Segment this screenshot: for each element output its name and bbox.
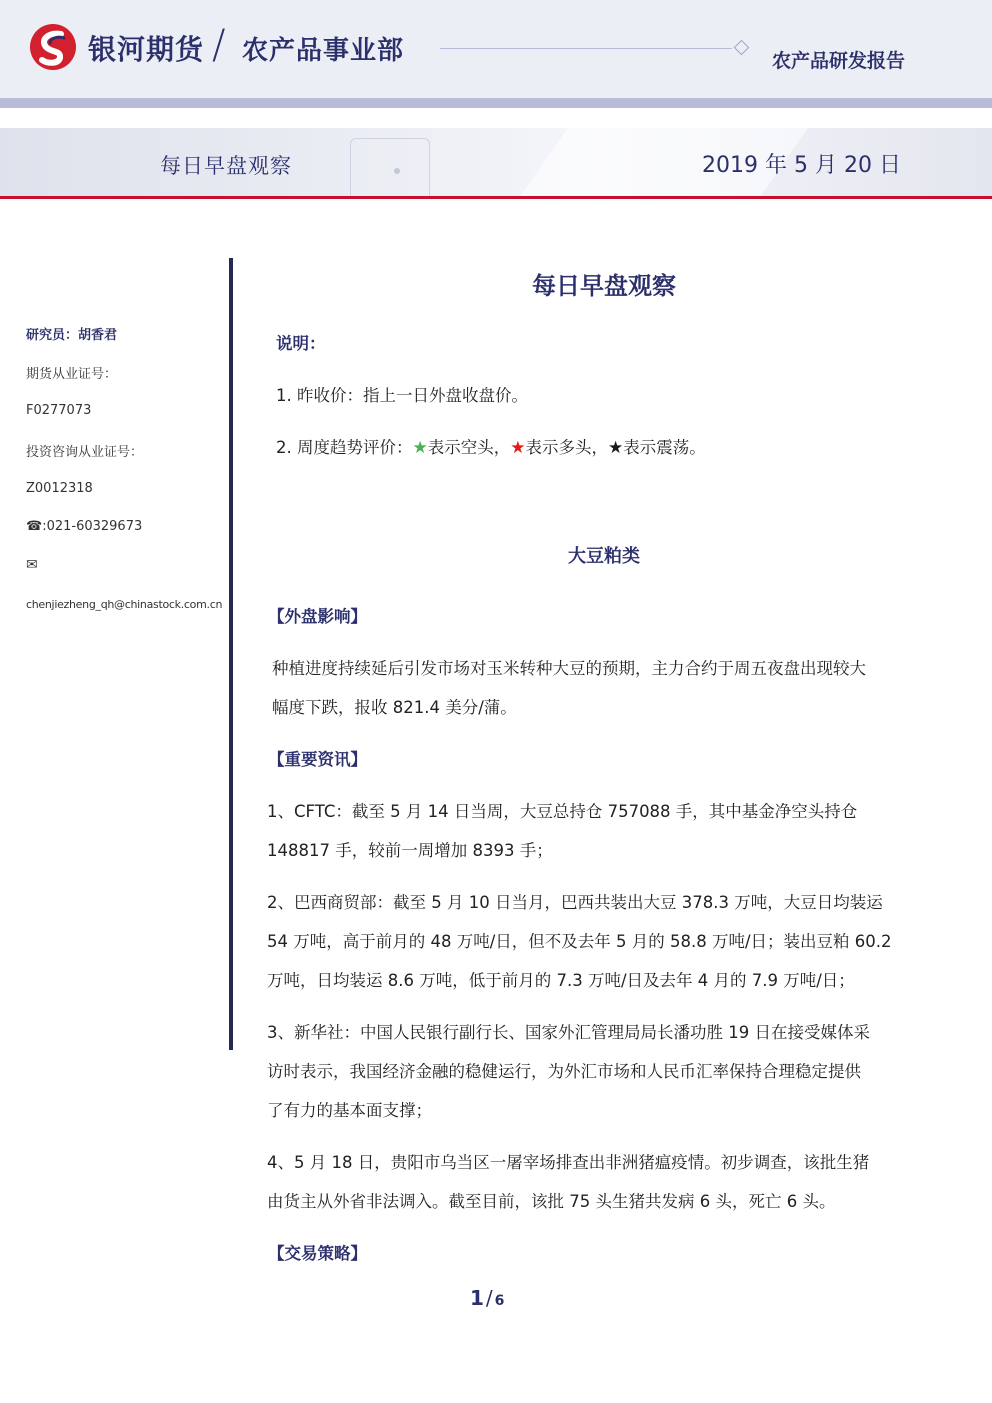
heading-news: 【重要资讯】 — [268, 750, 367, 769]
yinhe-logo-icon — [28, 22, 78, 72]
red-star-icon: ★ — [510, 438, 526, 458]
range-label: 表示震荡。 — [623, 438, 706, 457]
news-item-1: 148817 手，较前一周增加 8393 手； — [267, 841, 553, 860]
green-star-icon: ★ — [412, 438, 428, 458]
news-item-2: 万吨，日均装运 8.6 万吨，低于前月的 7.3 万吨/日及去年 4 月的 7.9 万吨/日； — [267, 971, 855, 990]
report-type: 农产品研发报告 — [772, 50, 906, 72]
heading-strategy: 【交易策略】 — [268, 1244, 367, 1263]
banner-decoration — [350, 138, 430, 196]
total-pages: 6 — [494, 1293, 505, 1309]
banner-decoration — [394, 168, 400, 174]
news-item-4: 由货主从外省非法调入。截至目前，该批 75 头生猪共发病 6 头，死亡 6 头。 — [267, 1192, 836, 1211]
news-item-2: 54 万吨，高于前月的 48 万吨/日，但不及去年 5 月的 58.8 万吨/日；装出豆粕 60.2 — [267, 932, 892, 951]
consult-cert-number: Z0012318 — [26, 481, 93, 496]
page-number — [470, 1286, 504, 1310]
note-item-1: 1. 昨收价：指上一日外盘收盘价。 — [276, 386, 528, 405]
researcher-name: 研究员：胡香君 — [26, 328, 118, 343]
banner-title: 每日早盘观察 — [160, 154, 292, 178]
department-name: 农产品事业部 — [242, 36, 405, 66]
futures-cert-label: 期货从业证号： — [26, 367, 118, 382]
email-icon: ✉ — [26, 557, 38, 573]
header-separator: / — [212, 22, 226, 68]
bear-label: 表示空头， — [427, 438, 511, 457]
banner-underline — [0, 196, 992, 199]
news-item-2: 2、巴西商贸部：截至 5 月 10 日当月，巴西共装出大豆 378.3 万吨，大豆日均装运 — [267, 893, 883, 912]
consult-cert-label: 投资咨询从业证号： — [26, 445, 144, 460]
note-label: 说明： — [276, 334, 326, 353]
current-page: 1 — [470, 1286, 484, 1310]
news-item-3: 3、新华社：中国人民银行副行长、国家外汇管理局局长潘功胜 19 日在接受媒体采 — [267, 1023, 870, 1042]
heading-external: 【外盘影响】 — [268, 607, 367, 626]
note-item-2-label: 2. 周度趋势评价： — [276, 438, 413, 457]
section-title: 大豆粕类 — [568, 546, 640, 567]
bull-label: 表示多头， — [525, 438, 608, 457]
header-divider — [440, 48, 732, 49]
note-item-2 — [276, 434, 706, 458]
main-title: 每日早盘观察 — [532, 272, 676, 300]
external-text: 种植进度持续延后引发市场对玉米转种大豆的预期，主力合约于周五夜盘出现较大 — [272, 659, 866, 678]
phone-number: ☎:021-60329673 — [26, 519, 143, 534]
news-item-3: 访时表示，我国经济金融的稳健运行，为外汇市场和人民币汇率保持合理稳定提供 — [267, 1062, 861, 1081]
news-item-4: 4、5 月 18 日，贵阳市乌当区一屠宰场排查出非洲猪瘟疫情。初步调查，该批生猪 — [267, 1153, 870, 1172]
futures-cert-number: F0277073 — [26, 403, 92, 418]
news-item-1: 1、CFTC：截至 5 月 14 日当周，大豆总持仓 757088 手，其中基金净空头持仓 — [267, 802, 858, 821]
email-address[interactable]: chenjiezheng_qh@chinastock.com.cn — [26, 598, 223, 611]
page-separator: / — [485, 1286, 493, 1310]
news-item-3: 了有力的基本面支撑； — [267, 1101, 432, 1120]
brand-name: 银河期货 — [88, 33, 205, 66]
external-text: 幅度下跌，报收 821.4 美分/蒲。 — [272, 698, 517, 717]
sidebar-divider — [229, 258, 233, 1050]
header-stripe — [0, 98, 992, 108]
report-date: 2019 年 5 月 20 日 — [702, 153, 901, 178]
black-star-icon: ★ — [608, 438, 624, 458]
